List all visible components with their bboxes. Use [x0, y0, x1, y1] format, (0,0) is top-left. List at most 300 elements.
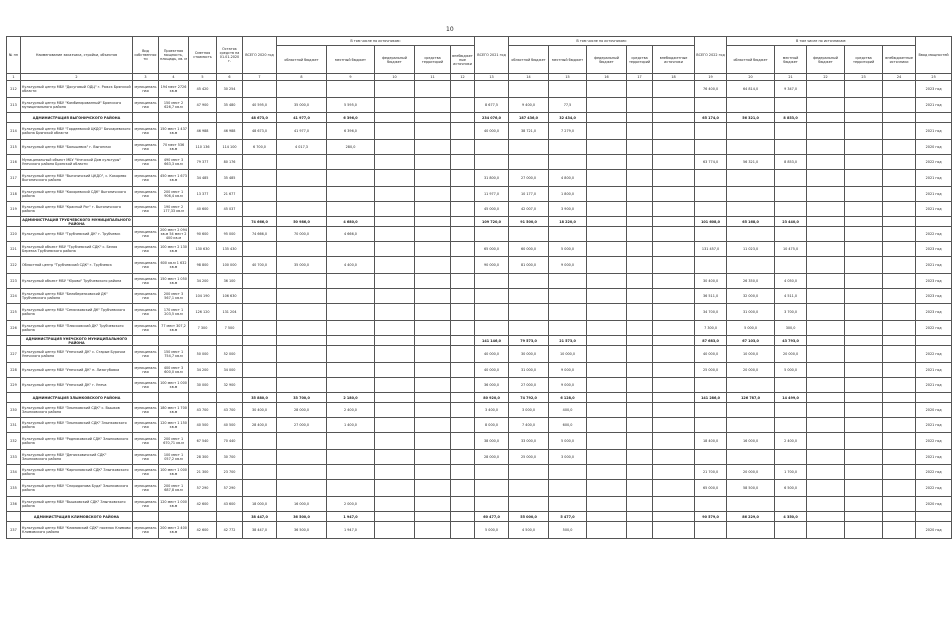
cell-rem: 100 000 [217, 257, 243, 274]
cell-inp: 2020 год [916, 403, 952, 418]
cell-d22 [845, 81, 883, 98]
cell-cap: 77 мест 307,2 кв.м [159, 321, 189, 336]
cell-d20 [415, 418, 451, 433]
cell-n: 232 [7, 433, 21, 450]
cell-e22 [883, 289, 916, 304]
cell-t21: 31 800,0 [475, 170, 509, 187]
cell-d22 [845, 321, 883, 336]
cell-name: Культурный центр МБУ "Досуговый ОДЦ" г. Ряжск Брянской области [21, 81, 133, 98]
cell-e22 [883, 393, 916, 403]
cell-t21: 8 000,0 [475, 418, 509, 433]
cell-m21: 9 000,0 [549, 378, 587, 393]
cell-rem [217, 336, 243, 346]
cell-name: Культурный центр МБУ "Карпиловский СДК" Злынковского района [21, 465, 133, 480]
cell-rem: 57 290 [217, 480, 243, 497]
cell-f21 [587, 304, 627, 321]
cell-d20 [415, 433, 451, 450]
column-number: 23 [845, 74, 883, 81]
cell-f20 [375, 98, 415, 113]
cell-r21: 3 000,0 [509, 403, 549, 418]
column-number: 7 [243, 74, 277, 81]
table-row [7, 403, 952, 418]
cell-m22: 3 700,0 [775, 304, 807, 321]
cell-t20 [243, 242, 277, 257]
cell-m21: 77,5 [549, 98, 587, 113]
cell-inp: 2021 год [916, 378, 952, 393]
cell-t21: 3 400,0 [475, 403, 509, 418]
cell-m22: 8 853,0 [775, 155, 807, 170]
cell-d22 [845, 497, 883, 512]
cell-f22 [807, 187, 845, 202]
cell-f20 [375, 113, 415, 123]
cell-sector: муниципальная [133, 465, 159, 480]
cell-t21 [475, 289, 509, 304]
cell-e20 [451, 378, 475, 393]
cell-e20 [451, 113, 475, 123]
cell-rem: 35 480 [217, 98, 243, 113]
cell-d22 [845, 363, 883, 378]
cell-m22 [775, 140, 807, 155]
cell-name: АДМИНИСТРАЦИЯ ВЫГОНИЧСКОГО РАЙОНА [21, 113, 133, 123]
cell-f22 [807, 123, 845, 140]
cell-e22 [883, 403, 916, 418]
cell-e20 [451, 497, 475, 512]
cell-e22 [883, 450, 916, 465]
header-group-2022: В том числе по источникам: [727, 37, 916, 46]
cell-f21 [587, 346, 627, 363]
cell-n: 229 [7, 378, 21, 393]
cell-d21 [627, 155, 653, 170]
cell-inp: 2023 год [916, 289, 952, 304]
cell-m20 [327, 187, 375, 202]
cell-m22: 1 700,0 [775, 465, 807, 480]
cell-cap: 194 мест 2726 кв.м [159, 81, 189, 98]
cell-e21 [653, 217, 695, 227]
cell-f22 [807, 336, 845, 346]
cell-e22 [883, 227, 916, 242]
cell-m20: 280,0 [327, 140, 375, 155]
cell-m22: 6 500,0 [775, 480, 807, 497]
cell-d20 [415, 336, 451, 346]
cell-name: Культурный центр МБУ "Гордеевский ЦКДО" Бочкаревского района Брянской области [21, 123, 133, 140]
cell-e22 [883, 321, 916, 336]
cell-name: Культурный центр МБУ "Кокоревский СДК" Выгоничского района [21, 187, 133, 202]
cell-t22 [695, 187, 727, 202]
cell-m21: 9 000,0 [549, 257, 587, 274]
cell-r20: 16 000,0 [277, 497, 327, 512]
cell-d20 [415, 257, 451, 274]
cell-e21 [653, 257, 695, 274]
cell-t22 [695, 227, 727, 242]
cell-d21 [627, 98, 653, 113]
cell-d22 [845, 123, 883, 140]
cell-r21 [509, 465, 549, 480]
cell-r20 [277, 187, 327, 202]
cell-r22 [727, 497, 775, 512]
cell-d22 [845, 242, 883, 257]
cell-d20 [415, 98, 451, 113]
cell-r22 [727, 123, 775, 140]
cell-t22 [695, 450, 727, 465]
cell-rem: 135 430 [217, 242, 243, 257]
cell-t21 [475, 465, 509, 480]
column-number: 1 [7, 74, 21, 81]
investment-program-table [6, 36, 952, 539]
cell-cap: 100 мест 1 057,2 кв.м [159, 450, 189, 465]
column-number: 11 [415, 74, 451, 81]
cell-m21 [549, 480, 587, 497]
cell-sector: муниципальная [133, 480, 159, 497]
header-group-2020: В том числе по источникам: [277, 37, 475, 46]
cell-m21 [549, 81, 587, 98]
cell-f21 [587, 113, 627, 123]
cell-m20 [327, 465, 375, 480]
cell-sector: муниципальная [133, 450, 159, 465]
cell-r21 [509, 81, 549, 98]
cell-name: Культурный центр МБУ "Климовский СДК" поселок Климово Климовского района [21, 522, 133, 539]
column-number: 9 [327, 74, 375, 81]
cell-inp: 2022 год [916, 321, 952, 336]
cell-t20 [243, 346, 277, 363]
cell-d22 [845, 274, 883, 289]
cell-cost: 34 200 [189, 274, 217, 289]
cell-e21 [653, 522, 695, 539]
cell-t22: 65 000,0 [695, 480, 727, 497]
cell-t21 [475, 274, 509, 289]
cell-t22 [695, 403, 727, 418]
cell-e20 [451, 170, 475, 187]
cell-e22 [883, 257, 916, 274]
cell-d21 [627, 123, 653, 140]
cell-cap: 190 мест 2 177,33 кв.м [159, 202, 189, 217]
cell-f20 [375, 450, 415, 465]
cell-name: Культурный центр МБУ "Белоберезковский ДК" Трубчевского района [21, 289, 133, 304]
cell-cap: 200 мест 1 670,71 кв.м [159, 433, 189, 450]
cell-name: Культурный центр МБУ "Большевик" г. Выгоничи [21, 140, 133, 155]
cell-e21 [653, 202, 695, 217]
cell-rem: 106 630 [217, 289, 243, 304]
cell-n [7, 336, 21, 346]
cell-e21 [653, 393, 695, 403]
cell-m21: 1 800,0 [549, 187, 587, 202]
cell-inp: 2021 год [916, 98, 952, 113]
cell-e22 [883, 217, 916, 227]
cell-m21 [549, 304, 587, 321]
cell-r20: 41 977,0 [277, 113, 327, 123]
cell-f22 [807, 113, 845, 123]
table-row [7, 480, 952, 497]
cell-cap: 150 мест 1 437 кв.м [159, 123, 189, 140]
cell-m22 [775, 257, 807, 274]
cell-m21 [549, 140, 587, 155]
cell-e22 [883, 480, 916, 497]
cell-f20 [375, 346, 415, 363]
cell-f21 [587, 155, 627, 170]
cell-t21: 36 000,0 [475, 378, 509, 393]
cell-cap: 150 мест 2 626,7 кв.м [159, 98, 189, 113]
cell-d22 [845, 346, 883, 363]
cell-e21 [653, 227, 695, 242]
cell-name: Культурный центр МБУ "Семячковский ДК" Трубчевского района [21, 304, 133, 321]
cell-r20 [277, 336, 327, 346]
cell-n: 234 [7, 465, 21, 480]
column-number: 20 [727, 74, 775, 81]
cell-e22 [883, 242, 916, 257]
cell-m22 [775, 497, 807, 512]
cell-f20 [375, 393, 415, 403]
cell-name: Культурный центр МБУ "Выгоничский ЦКДО", с. Кокорево Выгоничского района [21, 170, 133, 187]
cell-f21 [587, 480, 627, 497]
cell-m21 [549, 227, 587, 242]
cell-cap: 170 мест 1 203,5 кв.м [159, 304, 189, 321]
cell-r21: 10 177,0 [509, 187, 549, 202]
header-capacity: Проектная мощность, площадь, кв. м [159, 37, 189, 74]
cell-sector [133, 512, 159, 522]
cell-f22 [807, 274, 845, 289]
cell-cap: 200 мест 3 567,1 кв.м [159, 289, 189, 304]
cell-t20 [243, 363, 277, 378]
header-total-2020: ВСЕГО 2020 год [243, 37, 277, 74]
table-row [7, 257, 952, 274]
cell-m22: 8 853,0 [775, 113, 807, 123]
cell-d21 [627, 242, 653, 257]
cell-cost: 47 900 [189, 98, 217, 113]
cell-cost: 104 190 [189, 289, 217, 304]
column-number: 12 [451, 74, 475, 81]
cell-f20 [375, 274, 415, 289]
cell-rem: 131 204 [217, 304, 243, 321]
cell-cost: 57 290 [189, 480, 217, 497]
cell-name: Культурный центр МБУ "Плюсковский ДК" Трубчевского района [21, 321, 133, 336]
cell-t20 [243, 480, 277, 497]
cell-rem: 7 500 [217, 321, 243, 336]
cell-r20 [277, 480, 327, 497]
cell-d22 [845, 465, 883, 480]
cell-rem: 36 100 [217, 274, 243, 289]
cell-e20 [451, 450, 475, 465]
cell-rem: 52 000 [217, 346, 243, 363]
cell-cost [189, 336, 217, 346]
cell-t21 [475, 140, 509, 155]
cell-r20 [277, 363, 327, 378]
cell-d22 [845, 187, 883, 202]
cell-e21 [653, 497, 695, 512]
cell-n: 235 [7, 480, 21, 497]
cell-f21 [587, 465, 627, 480]
cell-e20 [451, 304, 475, 321]
cell-inp: 2023 год [916, 274, 952, 289]
cell-m21: 5 000,0 [549, 433, 587, 450]
cell-t20 [243, 170, 277, 187]
column-number: 13 [475, 74, 509, 81]
cell-r22: 11 023,0 [727, 242, 775, 257]
cell-m21 [549, 274, 587, 289]
cell-f22 [807, 378, 845, 393]
cell-t22: 101 608,0 [695, 217, 727, 227]
cell-e20 [451, 363, 475, 378]
cell-cost [189, 217, 217, 227]
cell-f20 [375, 403, 415, 418]
cell-d21 [627, 403, 653, 418]
cell-e21 [653, 336, 695, 346]
cell-f22 [807, 363, 845, 378]
cell-cap [159, 393, 189, 403]
cell-d21 [627, 140, 653, 155]
header-municipal-2020: местный бюджет [327, 46, 375, 74]
cell-m22: 10 475,0 [775, 242, 807, 257]
cell-r22: 86 229,0 [727, 512, 775, 522]
cell-f22 [807, 140, 845, 155]
cell-n: 226 [7, 321, 21, 336]
cell-e21 [653, 465, 695, 480]
cell-r22 [727, 227, 775, 242]
column-number: 5 [189, 74, 217, 81]
cell-r20 [277, 433, 327, 450]
cell-m22 [775, 378, 807, 393]
cell-name: Культурный центр МБУ "Вышковский СДК" Злынковского района [21, 497, 133, 512]
cell-r22: 126 787,0 [727, 393, 775, 403]
cell-r21 [509, 274, 549, 289]
cell-sector [133, 217, 159, 227]
column-number: 8 [277, 74, 327, 81]
cell-d20 [415, 304, 451, 321]
cell-t22: 7 300,0 [695, 321, 727, 336]
cell-cost: 34 200 [189, 363, 217, 378]
cell-m22: 43 793,0 [775, 336, 807, 346]
cell-f21 [587, 202, 627, 217]
cell-f21 [587, 140, 627, 155]
cell-n: 228 [7, 363, 21, 378]
cell-cost: 40 600 [189, 202, 217, 217]
cell-e21 [653, 403, 695, 418]
cell-r20 [277, 170, 327, 187]
cell-r21: 42 007,0 [509, 202, 549, 217]
cell-r22: 56 321,0 [727, 113, 775, 123]
table-row [7, 123, 952, 140]
table-row [7, 187, 952, 202]
cell-r21 [509, 140, 549, 155]
cell-d20 [415, 393, 451, 403]
cell-cost: 13 377 [189, 187, 217, 202]
table-row [7, 497, 952, 512]
cell-t21: 40 000,0 [475, 123, 509, 140]
cell-f20 [375, 465, 415, 480]
cell-m22 [775, 187, 807, 202]
section-row [7, 113, 952, 123]
cell-cap: 100 мест 2 130 кв.м [159, 242, 189, 257]
cell-f21 [587, 403, 627, 418]
cell-r21: 60 000,0 [509, 242, 549, 257]
cell-name: Культурный центр МБУ "Унечский ДК" п. Лизогубовка [21, 363, 133, 378]
cell-inp: 2022 год [916, 465, 952, 480]
cell-r20: 35 000,0 [277, 98, 327, 113]
cell-rem: 70 440 [217, 433, 243, 450]
cell-t21: 38 000,0 [475, 433, 509, 450]
page-number: 10 [446, 26, 454, 33]
section-row [7, 512, 952, 522]
cell-n: 214 [7, 123, 21, 140]
cell-n [7, 393, 21, 403]
cell-f20 [375, 227, 415, 242]
cell-m20 [327, 170, 375, 187]
cell-inp [916, 336, 952, 346]
cell-d20 [415, 289, 451, 304]
cell-f20 [375, 321, 415, 336]
cell-n: 222 [7, 257, 21, 274]
cell-m20: 4 666,0 [327, 227, 375, 242]
cell-r20 [277, 321, 327, 336]
cell-e21 [653, 98, 695, 113]
cell-t20 [243, 321, 277, 336]
cell-r22: 5 000,0 [727, 321, 775, 336]
cell-r20: 4 017,3 [277, 140, 327, 155]
cell-f21 [587, 274, 627, 289]
cell-d21 [627, 304, 653, 321]
cell-f22 [807, 512, 845, 522]
cell-n [7, 113, 21, 123]
cell-d22 [845, 98, 883, 113]
cell-f22 [807, 289, 845, 304]
cell-d22 [845, 217, 883, 227]
cell-inp: 2023 год [916, 81, 952, 98]
cell-cost: 45 420 [189, 81, 217, 98]
cell-d22 [845, 257, 883, 274]
header-cost: Сметная стоимость [189, 37, 217, 74]
cell-d21 [627, 480, 653, 497]
cell-r22: 20 000,0 [727, 465, 775, 480]
column-number: 19 [695, 74, 727, 81]
cell-d22 [845, 480, 883, 497]
cell-r22 [727, 450, 775, 465]
cell-e21 [653, 289, 695, 304]
cell-d20 [415, 187, 451, 202]
cell-name: Культурный центр МБУ "Комбинированный" Брянского муниципального района [21, 98, 133, 113]
cell-m20 [327, 450, 375, 465]
cell-d22 [845, 378, 883, 393]
cell-d20 [415, 465, 451, 480]
cell-inp: 2021 год [916, 202, 952, 217]
cell-rem: 23 700 [217, 465, 243, 480]
cell-d20 [415, 123, 451, 140]
cell-f22 [807, 170, 845, 187]
cell-r20: 36 500,0 [277, 512, 327, 522]
cell-r21: 30 000,0 [509, 346, 549, 363]
cell-t22 [695, 170, 727, 187]
cell-f20 [375, 418, 415, 433]
cell-t21: 28 000,0 [475, 450, 509, 465]
table-row [7, 433, 952, 450]
cell-e22 [883, 81, 916, 98]
cell-m22: 2 400,0 [775, 433, 807, 450]
cell-name: Культурный центр МБУ "Родниковский СДК" Злынковского района [21, 433, 133, 450]
cell-t20: 38 447,0 [243, 522, 277, 539]
header-n: № пп [7, 37, 21, 74]
cell-t22: 131 457,0 [695, 242, 727, 257]
header-remaining: Остаток средств на 01.01.2020 г. [217, 37, 243, 74]
cell-m22 [775, 98, 807, 113]
cell-t22: 63 774,0 [695, 155, 727, 170]
cell-cost: 42 600 [189, 497, 217, 512]
cell-t20: 28 400,0 [243, 418, 277, 433]
cell-m21 [549, 155, 587, 170]
cell-n: 230 [7, 403, 21, 418]
cell-inp: 2021 год [916, 418, 952, 433]
cell-m22: 300,0 [775, 321, 807, 336]
cell-t22: 40 000,0 [695, 346, 727, 363]
cell-inp: 2021 год [916, 123, 952, 140]
cell-m21: 6 128,0 [549, 393, 587, 403]
cell-r22 [727, 140, 775, 155]
